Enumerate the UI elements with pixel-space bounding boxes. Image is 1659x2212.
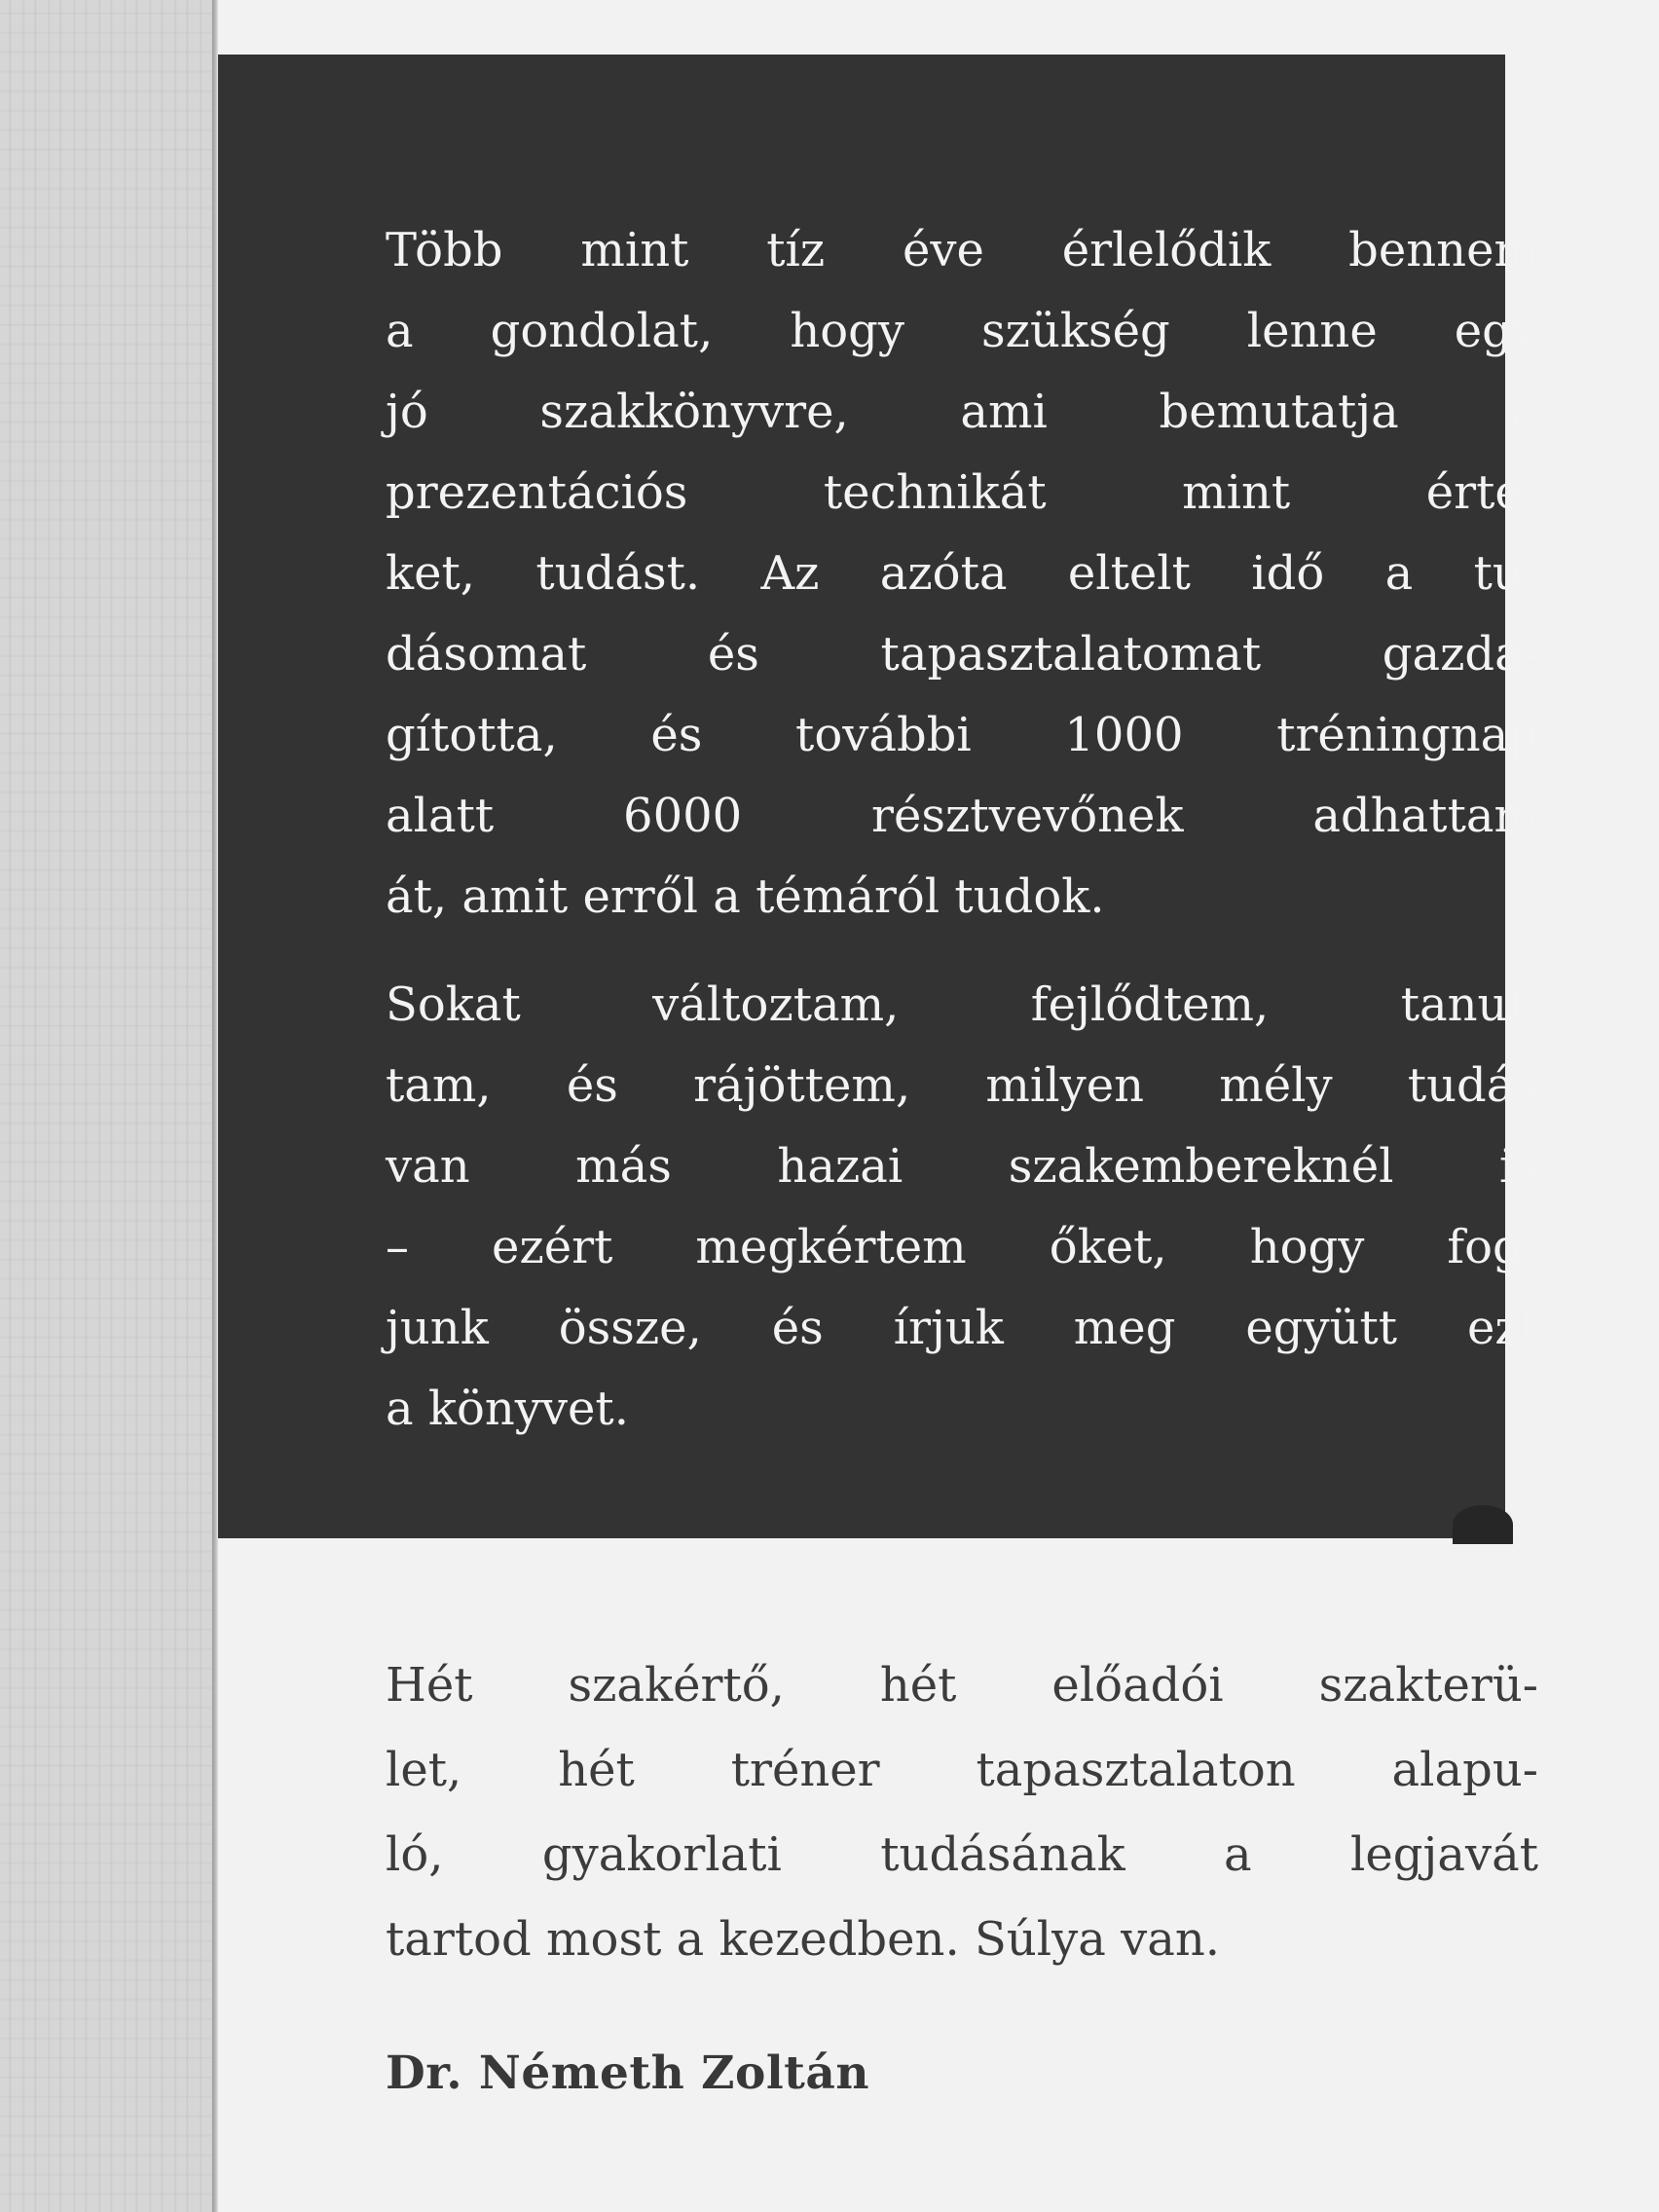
text-line: Hét szakértő, hét előadói szakterü- xyxy=(386,1658,1538,1713)
text-line: a könyvet. xyxy=(386,1382,629,1436)
text-line: tam, és rájöttem, milyen mély tudás xyxy=(386,1058,1538,1113)
text-line: a gondolat, hogy szükség lenne egy xyxy=(386,304,1538,358)
quote-paragraph-2 xyxy=(386,965,1538,1450)
quote-text xyxy=(386,210,1538,1477)
text-line: Több mint tíz éve érlelődik bennem xyxy=(386,223,1538,277)
book-page xyxy=(218,0,1659,2212)
text-line: jó szakkönyvre, ami bemutatja a xyxy=(386,385,1538,439)
text-line: tartod most a kezedben. Súlya van. xyxy=(386,1912,1221,1967)
quote-paragraph-1 xyxy=(386,210,1538,938)
author-signature: Dr. Németh Zoltán xyxy=(386,2046,870,2100)
text-line: prezentációs technikát mint érté- xyxy=(386,465,1538,520)
text-line: dásomat és tapasztalatomat gazda- xyxy=(386,627,1538,682)
text-line: át, amit erről a témáról tudok. xyxy=(386,869,1105,924)
text-line: ló, gyakorlati tudásának a legjavát xyxy=(386,1827,1538,1882)
background-strip xyxy=(0,0,216,2212)
text-line: van más hazai szakembereknél is xyxy=(386,1139,1538,1194)
text-line: let, hét tréner tapasztalaton alapu- xyxy=(386,1743,1538,1797)
text-line: gította, és további 1000 tréningnap xyxy=(386,708,1538,762)
text-line: alatt 6000 résztvevőnek adhattam xyxy=(386,789,1538,843)
text-line: ket, tudást. Az azóta eltelt idő a tu- xyxy=(386,546,1538,601)
corner-mark xyxy=(1453,1505,1513,1544)
text-line: junk össze, és írjuk meg együtt ezt xyxy=(386,1301,1538,1355)
summary-text xyxy=(386,1643,1538,1982)
quote-box xyxy=(218,55,1538,1538)
text-line: – ezért megkértem őket, hogy fog- xyxy=(386,1220,1538,1274)
text-line: Sokat változtam, fejlődtem, tanul- xyxy=(386,977,1538,1032)
